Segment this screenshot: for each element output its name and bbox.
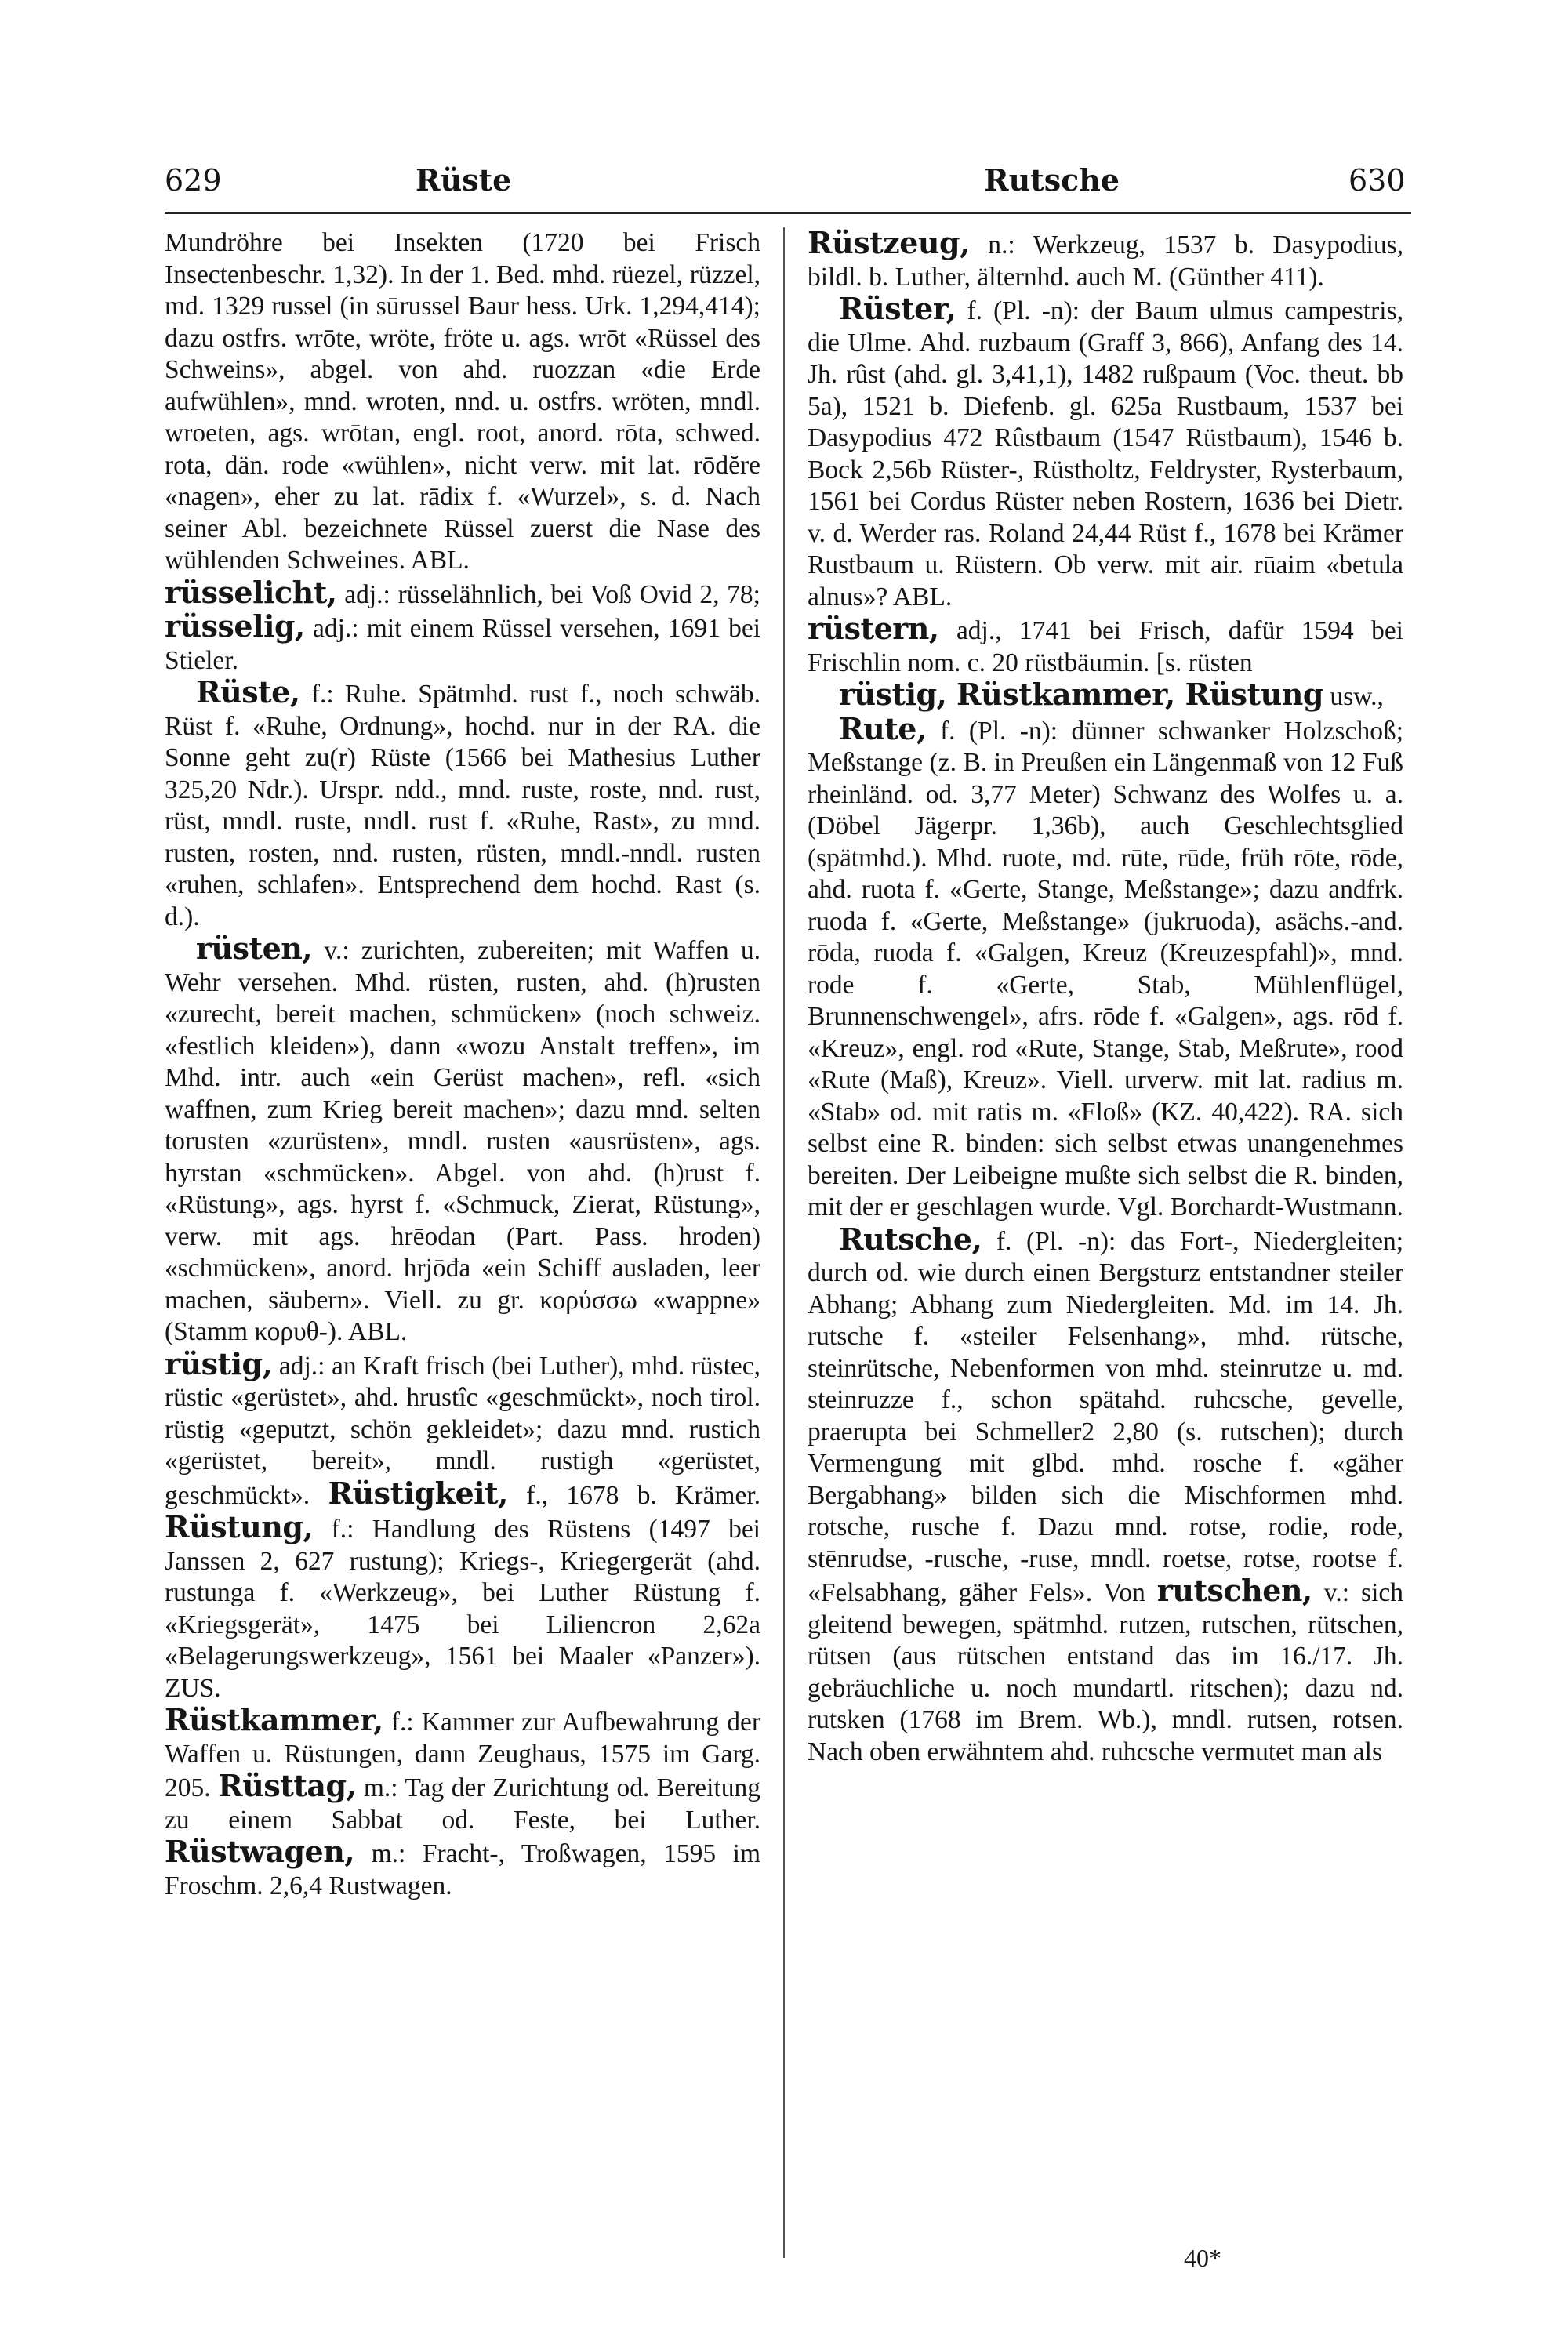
entry-text: v.: sich gleitend bewegen, spätmhd. rutzen, rutschen, rütschen, rütsen (aus rütschen entstand das im 16./17. Jh. gebräuchliche u. noch mundartl. ritschen); dazu nd. rutsken (1768 im Brem. Wb.), mndl. rutsen, rotsen. Nach oben erwähntem ahd. ruhcsche vermutet man als: [808, 1578, 1403, 1766]
entry-text: f. (Pl. -n): der Baum ulmus campestris, die Ulme. Ahd. ruzbaum (Graff 3, 866), Anfang des 14. Jh. rûst (ahd. gl. 3,41,1), 1482 rußpaum (Voc. theut. bb 5a), 1521 b. Diefenb. gl. 625a Rustbaum, 1537 bei Dasypodius 472 Rûstbaum (1547 Rüstbaum), 1546 b. Bock 2,56b Rüster-, Rüstholtz, Feldryster, Rysterbaum, 1561 bei Cordus Rüster neben Rostern, 1636 bei Dietr. v. d. Werder ras. Roland 24,44 Rüst f., 1678 bei Krämer Rustbaum u. Rüstern. Ob verw. mit air. rūaim «betula alnus»? ABL.: [808, 296, 1403, 612]
left-column: [165, 227, 760, 1902]
lemma: rutschen,: [1156, 1573, 1312, 1608]
entry-ruestern: [808, 613, 1403, 679]
entry-text: v.: zurichten, zubereiten; mit Waffen u. Wehr versehen. Mhd. rüsten, rusten, ahd. (h)rusten «zurecht, bereit machen, schmücken» (noch schweiz. «festlich kleiden»), dann «wozu Anstalt treffen», im Mhd. intr. auch «ein Gerüst machen», refl. «sich waffnen, zum Krieg bereit machen»; dazu mnd. selten torusten «zurüsten», mndl. rusten «ausrüsten», ags. hyrstan «schmücken». Abgel. von ahd. (h)rust f. «Rüstung», ags. hyrst f. «Schmuck, Zierat, Rüstung», verw. mit ags. hrēodan (Part. Pass. hroden) «schmücken», anord. hrjōđa «ein Schiff ausladen, leer machen, säubern». Viell. zu gr. κορύσσω «wappne» (Stamm κορυθ-). ABL.: [165, 936, 760, 1346]
entry-text: adj., 1741 bei Frisch, dafür 1594 bei Frischlin nom. c. 20 rüstbäumin.: [808, 616, 1403, 677]
entry-ruestkammer: [165, 1704, 760, 1902]
lemma: Rüste,: [196, 674, 300, 710]
entry-text: n.: Werkzeug, 1537 b. Dasypodius, bildl. b. Luther, älternhd. auch M. (Günther 411).: [808, 230, 1403, 292]
column-divider: [783, 227, 785, 2258]
entry-ruesselicht: [165, 574, 760, 677]
entry-rueste: [165, 674, 760, 933]
entry-ruesten: [165, 933, 760, 1348]
running-header: [165, 161, 1411, 208]
cross-reference: [s. rüsten: [1156, 648, 1253, 677]
lemma: Rüstigkeit,: [328, 1475, 508, 1511]
entry-text: adj.: mit einem Rüssel versehen, 1691 bei Stieler.: [165, 614, 760, 675]
entry-text: m.: Tag der Zurichtung od. Bereitung zu einem Sabbat od. Feste, bei Luther.: [165, 1773, 761, 1835]
lemma: Rüstkammer,: [165, 1702, 383, 1737]
entry-text: f. (Pl. -n): dünner schwanker Holzschoß; Meßstange (z. B. in Preußen ein Längenmaß von 12 Fuß rheinländ. od. 3,77 Meter) Schwanz des Wolfes u. a. (Döbel Jägerpr. 1,36b), auch Geschlechtsglied (spätmhd.). Mhd. ruote, md. rūte, rūde, früh rōte, rōde, ahd. ruota f. «Gerte, Stange, Meßstange»; dazu andfrk. ruoda f. «Gerte, Meßstange» (jukruoda), asächs.-and. rōda, ruoda f. «Galgen, Kreuz (Kreuzespfahl)», mnd. rode f. «Gerte, Stab, Mühlenflügel, Brunnenschwengel», afrs. rōde f. «Galgen», ags. rōd f. «Kreuz», engl. rod «Rute, Stange, Stab, Meßrute», rood «Rute (Maß), Kreuz». Viell. urverw. mit lat. radius m. «Stab» od. mit ratis m. «Floß» (KZ. 40,422). RA. sich selbst eine R. binden: sich selbst etwas unangenehmes bereiten. Der Leibeigne mußte sich selbst die R. binden, mit der er geschlagen wurde. Vgl. Borchardt-Wustmann.: [808, 716, 1403, 1221]
lemma: rüstern,: [808, 611, 939, 646]
lemma: rüsten,: [196, 931, 313, 966]
lemma: rüstig, Rüstkammer, Rüstung: [839, 677, 1323, 712]
lemma: Rutsche,: [839, 1221, 982, 1257]
entry-ruestig-ref: [808, 679, 1403, 713]
entry-text: f.: Ruhe. Spätmhd. rust f., noch schwäb. Rüst f. «Ruhe, Ordnung», hochd. nur in der RA. die Sonne geht zu(r) Rüste (1566 bei Mathesius Luther 325,20 Ndr.). Urspr. ndd., mnd. ruste, roste, nnd. rust, rüst, mndl. ruste, nndl. rust f. «Ruhe, Rast», zu mnd. rusten, rosten, nnd. rusten, rüsten, mndl.-nndl. rusten «ruhen, schlafen». Entsprechend dem hochd. Rast (s. d.).: [165, 680, 760, 931]
right-column: [808, 227, 1403, 1768]
entry-text: f., 1678 b. Krämer.: [507, 1480, 761, 1510]
lemma: rüstig,: [165, 1345, 273, 1381]
lemma: Rüstwagen,: [165, 1834, 355, 1869]
entry-text: adj.: rüsselähnlich, bei Voß Ovid 2, 78;: [336, 579, 760, 609]
lemma: Rüstung,: [165, 1509, 314, 1544]
entry-text: f.: Kammer zur Aufbewahrung der Waffen u. Rüstungen, dann Zeughaus, 1575 im Garg. 205.: [165, 1708, 760, 1802]
entry-text: adj.: an Kraft frisch (bei Luther), mhd. rüstec, rüstic «gerüstet», ahd. hrustîc «geschmückt», noch tirol. rüstig «geputzt, schön gekleidet»; dazu mnd. rustich «gerüstet, bereit», mndl. rustigh «gerüstet, geschmückt».: [165, 1351, 760, 1510]
entry-rutsche: [808, 1221, 1403, 1769]
entry-continuation: Mundröhre bei Insekten (1720 bei Frisch Insectenbeschr. 1,32). In der 1. Bed. mhd. rüezel, rüzzel, md. 1329 russel (in sūrussel Baur hess. Urk. 1,294,414); dazu ostfrs. wrōte, wröte, fröte u. ags. wrōt «Rüssel des Schweins», abgel. von ahd. ruozzan «die Erde aufwühlen», mnd. wroten, nnd. u. ostfrs. wröten, mndl. wroeten, ags. wrōtan, engl. root, anord. rōta, schwed. rota, dän. rode «wühlen», nicht verw. mit lat. rōdĕre «nagen», eher zu lat. rādix f. «Wurzel», s. d. Nach seiner Abl. bezeichnete Rüssel zuerst die Nase des wühlenden Schweines. ABL.: [165, 228, 760, 575]
header-rule: [165, 212, 1411, 214]
entry-text: f. (Pl. -n): das Fort-, Niedergleiten; durch od. wie durch einen Bergsturz entstandner steiler Abhang; Abhang zum Niedergleiten. Md. im 14. Jh. rutsche f. «steiler Felsenhang», mhd. rütsche, steinrütsche, Nebenformen von mhd. steinrutze u. md. steinruzze f., schon spätahd. ruhcsche, gevelle, praerupta bei Schmeller2 2,80 (s. rutschen); durch Vermengung mit glbd. mhd. rosche f. «gäher Bergabhang» bilden sich die Mischformen mhd. rotsche, rusche f. Dazu mnd. rotse, rodie, rode, stēnrudse, -rusche, -ruse, mndl. roetse, rotse, rootse f. «Felsabhang, gäher Fels». Von: [808, 1226, 1403, 1607]
lemma: rüsselicht,: [165, 574, 337, 610]
left-page-number: 629: [165, 163, 222, 198]
lemma: Rüstzeug,: [808, 225, 970, 260]
lemma: Rüsttag,: [218, 1768, 357, 1803]
entry-text: usw.,: [1323, 682, 1384, 711]
right-page-number: 630: [1348, 163, 1406, 198]
entry-ruestzeug: [808, 227, 1403, 293]
entry-ruestig: [165, 1345, 761, 1705]
entry-text: f.: Handlung des Rüstens (1497 bei Janssen 2, 627 rustung); Kriegs-, Kriegergerät (ahd. rustunga f. «Werkzeug», bei Luther Rüstung f. «Kriegsgerät», 1475 bei Liliencron 2,62a «Belagerungswerkzeug», 1561 bei Maaler «Panzer»). ZUS.: [165, 1515, 760, 1703]
right-running-word: Rutsche: [984, 162, 1120, 198]
entry-rute: [808, 710, 1403, 1224]
entry-text: m.: Fracht-, Troßwagen, 1595 im Froschm. 2,6,4 Rustwagen.: [165, 1839, 760, 1900]
left-running-word: Rüste: [416, 162, 512, 198]
lemma: Rute,: [839, 710, 927, 746]
lemma: rüsselig,: [165, 608, 305, 644]
lemma: Rüster,: [839, 291, 956, 326]
entry-ruester: [808, 293, 1403, 613]
signature-mark: 40*: [1184, 2244, 1221, 2272]
